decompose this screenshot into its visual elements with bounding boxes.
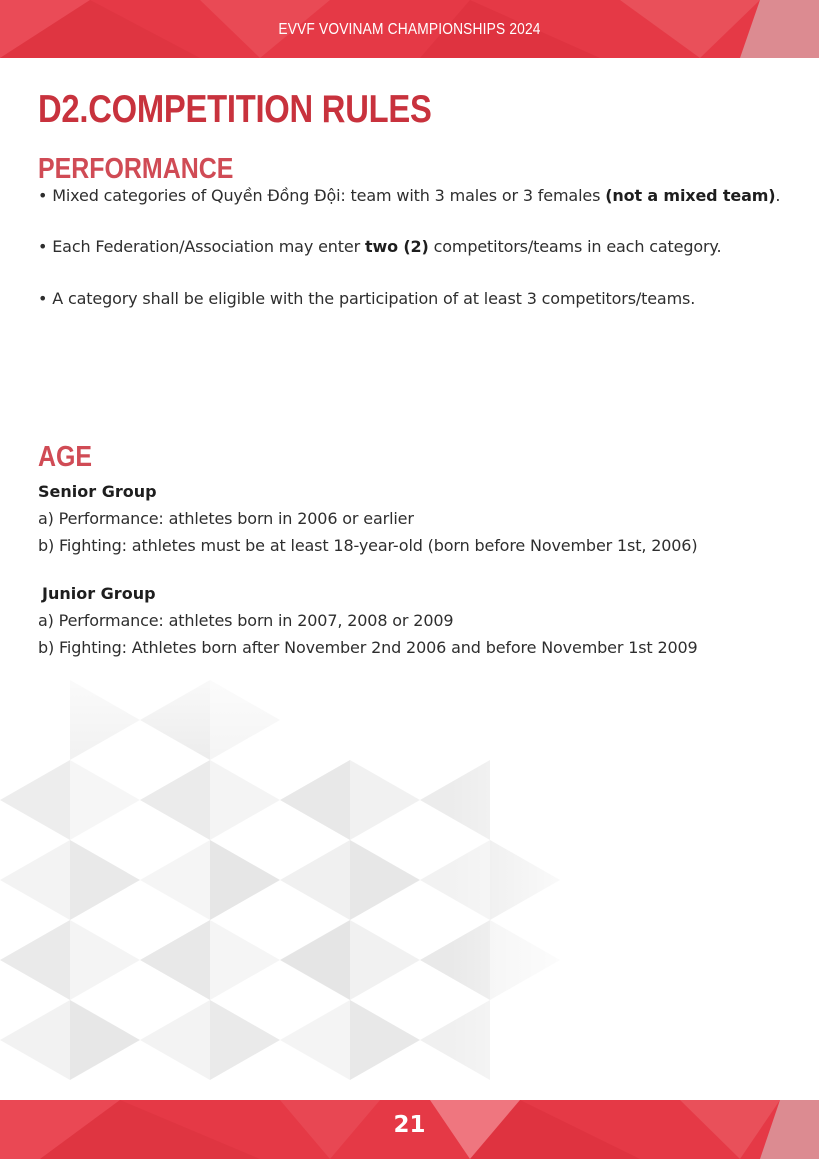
age-heading: AGE xyxy=(38,441,93,473)
bullet-2-tail: competitors/teams in each category. xyxy=(428,237,722,256)
performance-bullet-2 xyxy=(38,237,798,257)
bullet-2-bold: two (2) xyxy=(364,237,429,256)
junior-group xyxy=(38,584,798,661)
senior-group-title: Senior Group xyxy=(38,482,157,501)
header-title: EVVF VOVINAM CHAMPIONSHIPS 2024 xyxy=(278,21,541,38)
senior-fighting-line: b) Fighting: athletes must be at least 18-year-old (born before November 1st, 2006) xyxy=(38,536,698,555)
performance-bullet-1 xyxy=(38,186,798,206)
bullet-1-text: • Mixed categories of Quyền Đồng Đội: team with 3 males or 3 females xyxy=(38,186,606,205)
page-footer xyxy=(0,1100,819,1159)
bullet-1-tail: . xyxy=(775,186,781,205)
page-number: 21 xyxy=(393,1112,426,1138)
page-title: D2.COMPETITION RULES xyxy=(38,88,432,131)
bullet-3-text: • A category shall be eligible with the participation of at least 3 competitors/teams. xyxy=(38,289,696,308)
bullet-2-text: • Each Federation/Association may enter xyxy=(38,237,365,256)
junior-performance-line: a) Performance: athletes born in 2007, 2008 or 2009 xyxy=(38,611,454,630)
bullet-1-bold: (not a mixed team) xyxy=(605,186,776,205)
junior-fighting-line: b) Fighting: Athletes born after November 2nd 2006 and before November 1st 2009 xyxy=(38,638,698,657)
page-header xyxy=(0,0,819,58)
main-content xyxy=(38,86,798,657)
senior-group xyxy=(38,482,798,559)
age-section xyxy=(38,482,798,661)
performance-heading: PERFORMANCE xyxy=(38,153,234,185)
junior-group-title: Junior Group xyxy=(42,584,156,603)
senior-performance-line: a) Performance: athletes born in 2006 or earlier xyxy=(38,509,414,528)
background-pattern xyxy=(0,640,600,1100)
performance-bullet-3 xyxy=(38,289,798,309)
